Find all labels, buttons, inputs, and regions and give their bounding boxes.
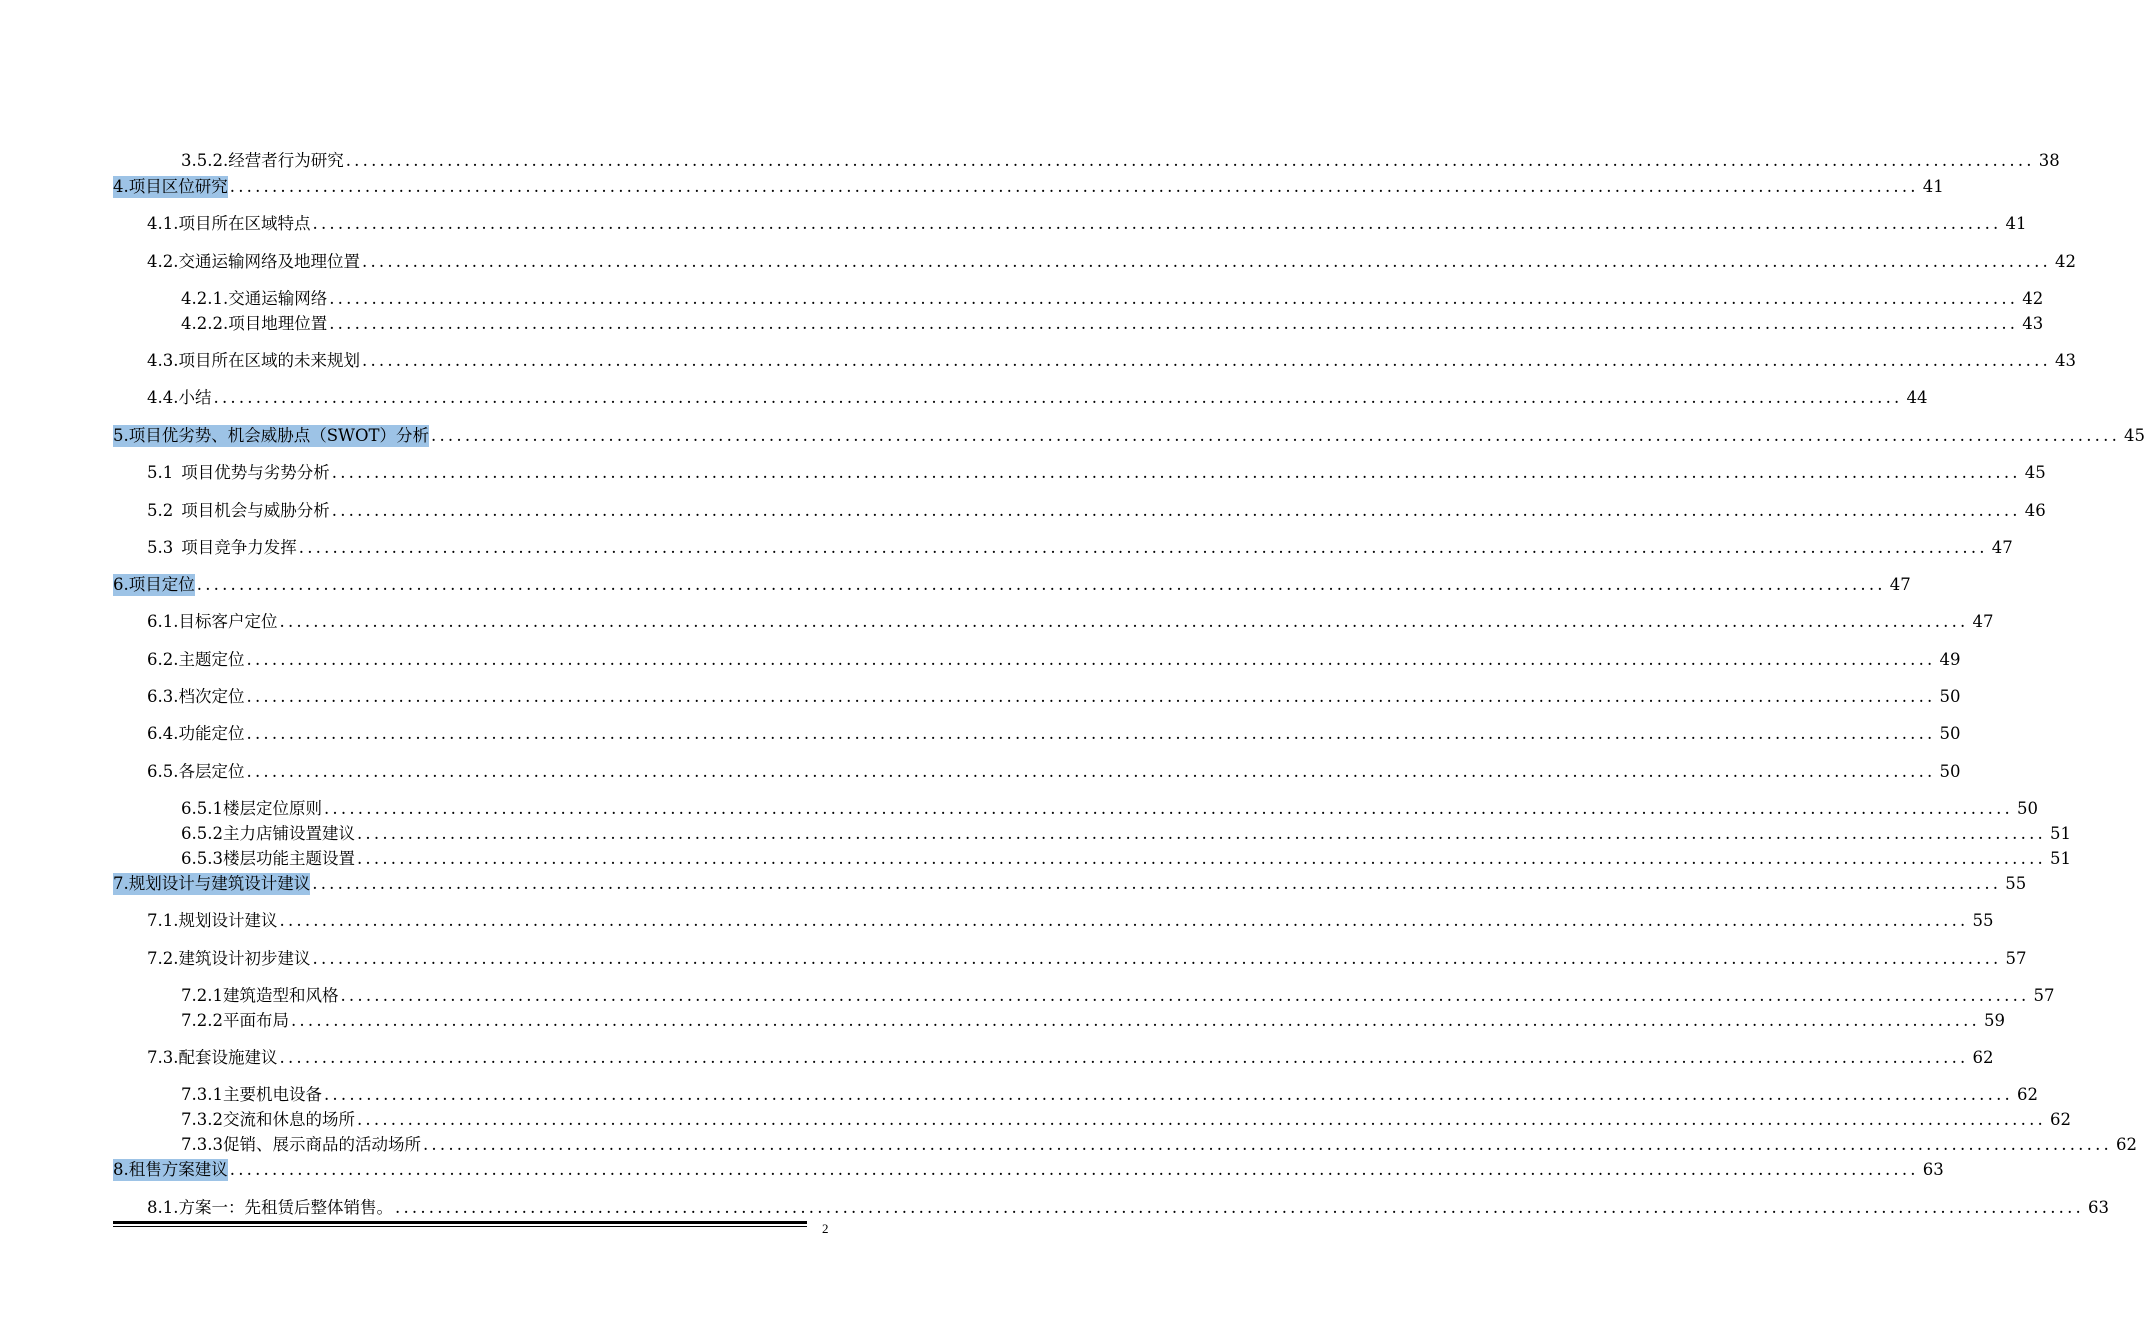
- toc-page-number: 42: [2022, 289, 2044, 308]
- toc-dot-leader: ........................................................................................................................................................................................................: [196, 575, 1886, 594]
- page-number: 2: [822, 1221, 829, 1236]
- toc-entry[interactable]: [181, 1084, 2038, 1106]
- toc-dot-leader: ........................................................................................................................................................................................................: [279, 1048, 1969, 1067]
- toc-entry-title: 主要机电设备: [222, 1085, 322, 1104]
- toc-entry-title: 小结: [178, 388, 212, 407]
- toc-page-number: 45: [2124, 426, 2145, 445]
- toc-dot-leader: ........................................................................................................................................................................................................: [246, 687, 1936, 706]
- toc-entry-heading: [113, 176, 228, 198]
- toc-entry-number: 5.1: [147, 463, 174, 482]
- toc-page-number: 41: [1922, 177, 1944, 196]
- toc-entry-title: 主题定位: [178, 650, 245, 669]
- toc-entry-title: 楼层功能主题设置: [222, 849, 355, 868]
- toc-entry-number: 8.: [113, 1160, 129, 1179]
- toc-entry[interactable]: [147, 649, 1961, 671]
- toc-entry-title: 项目机会与威胁分析: [181, 501, 330, 520]
- toc-page-number: 44: [1906, 388, 1928, 407]
- toc-entry-title: 方案一：先租赁后整体销售。: [178, 1198, 393, 1217]
- toc-entry[interactable]: [147, 387, 1928, 409]
- toc-entry[interactable]: [147, 500, 2046, 522]
- toc-entry-title: 项目优劣势、机会威胁点（SWOT）分析: [128, 426, 430, 445]
- toc-entry-title: 项目定位: [128, 575, 195, 594]
- toc-entry-number: 4.3.: [147, 351, 179, 370]
- toc-entry[interactable]: [181, 985, 2055, 1007]
- toc-entry-title: 建筑造型和风格: [222, 986, 339, 1005]
- toc-entry-title: 配套设施建议: [178, 1048, 278, 1067]
- toc-entry-number: 8.1.: [147, 1198, 179, 1217]
- toc-entry-title: 规划设计与建筑设计建议: [128, 874, 311, 893]
- toc-entry-heading: [113, 574, 195, 596]
- toc-page-number: 46: [2024, 501, 2046, 520]
- toc-entry-title: 规划设计建议: [178, 911, 278, 930]
- toc-dot-leader: ........................................................................................................................................................................................................: [323, 1085, 2013, 1104]
- footer-rule-thin: [113, 1226, 807, 1227]
- toc-entry[interactable]: [113, 176, 1944, 198]
- toc-entry-title: 主力店铺设置建议: [222, 824, 355, 843]
- toc-entry[interactable]: [181, 150, 2060, 172]
- toc-dot-leader: ........................................................................................................................................................................................................: [331, 501, 2021, 520]
- toc-entry-number: 5.2: [147, 501, 174, 520]
- toc-dot-leader: ........................................................................................................................................................................................................: [431, 426, 2121, 445]
- toc-page-number: 43: [2054, 351, 2076, 370]
- toc-entry[interactable]: [147, 462, 2046, 484]
- toc-entry-number: 7.2.2: [181, 1011, 223, 1030]
- toc-entry-title: 促销、展示商品的活动场所: [222, 1135, 421, 1154]
- toc-dot-leader: ........................................................................................................................................................................................................: [229, 177, 1919, 196]
- toc-page-number: 55: [1972, 911, 1994, 930]
- toc-entry[interactable]: [147, 350, 2076, 372]
- toc-dot-leader: ........................................................................................................................................................................................................: [213, 388, 1903, 407]
- toc-entry[interactable]: [181, 798, 2038, 820]
- toc-page-number: 50: [2016, 799, 2038, 818]
- toc-dot-leader: ........................................................................................................................................................................................................: [229, 1160, 1919, 1179]
- toc-page-number: 47: [1991, 538, 2013, 557]
- toc-entry-number: 7.2.1: [181, 986, 223, 1005]
- toc-page-number: 42: [2054, 252, 2076, 271]
- toc-page-number: 57: [2033, 986, 2055, 1005]
- toc-dot-leader: ........................................................................................................................................................................................................: [246, 724, 1936, 743]
- toc-entry-title: 建筑设计初步建议: [178, 949, 311, 968]
- toc-entry[interactable]: [113, 1159, 1944, 1181]
- toc-entry[interactable]: [113, 425, 2145, 447]
- toc-dot-leader: ........................................................................................................................................................................................................: [340, 986, 2030, 1005]
- toc-entry-number: 6.3.: [147, 687, 179, 706]
- toc-page-number: 63: [2087, 1198, 2109, 1217]
- toc-entry-heading: [113, 873, 310, 895]
- toc-entry-title: 功能定位: [178, 724, 245, 743]
- toc-entry[interactable]: [147, 611, 1994, 633]
- toc-entry-number: 3.5.2.: [181, 151, 229, 170]
- toc-entry-number: 4.2.1.: [181, 289, 229, 308]
- toc-dot-leader: ........................................................................................................................................................................................................: [312, 949, 2002, 968]
- toc-entry-title: 租售方案建议: [128, 1160, 228, 1179]
- toc-entry[interactable]: [181, 848, 2071, 870]
- toc-entry[interactable]: [147, 761, 1961, 783]
- toc-page-number: 50: [1939, 687, 1961, 706]
- toc-entry-number: 5.: [113, 426, 129, 445]
- toc-entry-title: 项目地理位置: [228, 314, 328, 333]
- toc-entry-title: 项目所在区域的未来规划: [178, 351, 360, 370]
- toc-page-number: 38: [2038, 151, 2060, 170]
- toc-entry-number: 4.2.2.: [181, 314, 229, 333]
- toc-page-number: 55: [2005, 874, 2027, 893]
- toc-entry-title: 经营者行为研究: [228, 151, 344, 170]
- toc-entry-number: 4.1.: [147, 214, 179, 233]
- toc-dot-leader: ........................................................................................................................................................................................................: [362, 252, 2051, 271]
- toc-page-number: 43: [2022, 314, 2044, 333]
- toc-page-number: 63: [1922, 1160, 1944, 1179]
- toc-dot-leader: ........................................................................................................................................................................................................: [279, 911, 1969, 930]
- toc-dot-leader: ........................................................................................................................................................................................................: [329, 289, 2019, 308]
- toc-entry[interactable]: [147, 1197, 2109, 1219]
- toc-page-number: 59: [1983, 1011, 2005, 1030]
- toc-entry-title: 项目区位研究: [128, 177, 228, 196]
- toc-entry-number: 6.5.1: [181, 799, 223, 818]
- toc-page-number: 50: [1939, 762, 1961, 781]
- toc-dot-leader: ........................................................................................................................................................................................................: [356, 1110, 2046, 1129]
- toc-entry[interactable]: [147, 686, 1961, 708]
- toc-dot-leader: ........................................................................................................................................................................................................: [331, 463, 2021, 482]
- toc-entry-title: 项目竞争力发挥: [181, 538, 297, 557]
- toc-page-number: 47: [1972, 612, 1994, 631]
- toc-entry-title: 交通运输网络: [228, 289, 328, 308]
- toc-dot-leader: ........................................................................................................................................................................................................: [312, 214, 2002, 233]
- toc-page-number: 57: [2005, 949, 2027, 968]
- toc-dot-leader: ........................................................................................................................................................................................................: [246, 650, 1936, 669]
- toc-entry-heading: [113, 425, 429, 447]
- toc-entry[interactable]: [147, 537, 2013, 559]
- toc-entry[interactable]: [147, 251, 2076, 273]
- toc-page-number: 51: [2049, 849, 2071, 868]
- toc-page-number: 41: [2005, 214, 2027, 233]
- toc-dot-leader: ........................................................................................................................................................................................................: [290, 1011, 1980, 1030]
- toc-page-number: 62: [2049, 1110, 2071, 1129]
- toc-entry-number: 6.: [113, 575, 129, 594]
- toc-dot-leader: ........................................................................................................................................................................................................: [329, 314, 2019, 333]
- toc-dot-leader: ........................................................................................................................................................................................................: [298, 538, 1988, 557]
- toc-entry-heading: [113, 1159, 228, 1181]
- toc-entry-number: 5.3: [147, 538, 174, 557]
- toc-entry-number: 6.5.2: [181, 824, 223, 843]
- toc-entry[interactable]: [147, 213, 2027, 235]
- toc-entry[interactable]: [113, 574, 1911, 596]
- toc-dot-leader: ........................................................................................................................................................................................................: [356, 824, 2046, 843]
- toc-page-number: 62: [2115, 1135, 2137, 1154]
- toc-entry-title: 项目所在区域特点: [178, 214, 311, 233]
- toc-dot-leader: ........................................................................................................................................................................................................: [345, 151, 2035, 170]
- toc-entry-title: 平面布局: [222, 1011, 289, 1030]
- toc-entry-title: 交流和休息的场所: [222, 1110, 355, 1129]
- toc-page-number: 51: [2049, 824, 2071, 843]
- toc-page-number: 62: [1972, 1048, 1994, 1067]
- toc-entry-number: 6.5.: [147, 762, 179, 781]
- toc-entry[interactable]: [181, 1109, 2071, 1131]
- toc-page-number: 50: [1939, 724, 1961, 743]
- toc-entry-number: 7.: [113, 874, 129, 893]
- toc-entry[interactable]: [181, 823, 2071, 845]
- toc-entry[interactable]: [181, 288, 2044, 310]
- toc-entry-number: 6.5.3: [181, 849, 223, 868]
- toc-entry-title: 各层定位: [178, 762, 245, 781]
- toc-entry[interactable]: [113, 873, 2027, 895]
- toc-dot-leader: ........................................................................................................................................................................................................: [356, 849, 2046, 868]
- toc-dot-leader: ........................................................................................................................................................................................................: [246, 762, 1936, 781]
- toc-entry-number: 7.3.2: [181, 1110, 223, 1129]
- toc-entry[interactable]: [147, 910, 1994, 932]
- toc-dot-leader: ........................................................................................................................................................................................................: [422, 1135, 2112, 1154]
- toc-page-number: 47: [1889, 575, 1911, 594]
- toc-entry[interactable]: [147, 723, 1961, 745]
- toc-entry-number: 4.4.: [147, 388, 179, 407]
- toc-dot-leader: ........................................................................................................................................................................................................: [395, 1198, 2084, 1217]
- toc-entry-number: 7.3.1: [181, 1085, 223, 1104]
- toc-entry-title: 交通运输网络及地理位置: [178, 252, 360, 271]
- toc-page-number: 45: [2024, 463, 2046, 482]
- toc-entry-title: 项目优势与劣势分析: [181, 463, 330, 482]
- toc-entry-number: 7.2.: [147, 949, 179, 968]
- toc-dot-leader: ........................................................................................................................................................................................................: [279, 612, 1969, 631]
- toc-entry-number: 4.2.: [147, 252, 179, 271]
- toc-dot-leader: ........................................................................................................................................................................................................: [362, 351, 2051, 370]
- toc-page-number: 49: [1939, 650, 1961, 669]
- toc-dot-leader: ........................................................................................................................................................................................................: [312, 874, 2002, 893]
- toc-entry-number: 6.2.: [147, 650, 179, 669]
- toc-entry-number: 7.3.: [147, 1048, 179, 1067]
- toc-entry[interactable]: [181, 1134, 2137, 1156]
- toc-entry-title: 楼层定位原则: [222, 799, 322, 818]
- toc-entry[interactable]: [147, 948, 2027, 970]
- toc-entry-title: 档次定位: [178, 687, 245, 706]
- toc-entry-number: 4.: [113, 177, 129, 196]
- toc-entry-title: 目标客户定位: [178, 612, 278, 631]
- toc-entry-number: 6.1.: [147, 612, 179, 631]
- toc-entry-number: 6.4.: [147, 724, 179, 743]
- toc-entry[interactable]: [181, 313, 2044, 335]
- toc-page-number: 62: [2016, 1085, 2038, 1104]
- toc-entry-number: 7.1.: [147, 911, 179, 930]
- toc-dot-leader: ........................................................................................................................................................................................................: [323, 799, 2013, 818]
- footer-rule-thick: [113, 1221, 807, 1224]
- toc-entry[interactable]: [147, 1047, 1994, 1069]
- toc-entry-number: 7.3.3: [181, 1135, 223, 1154]
- toc-entry[interactable]: [181, 1010, 2005, 1032]
